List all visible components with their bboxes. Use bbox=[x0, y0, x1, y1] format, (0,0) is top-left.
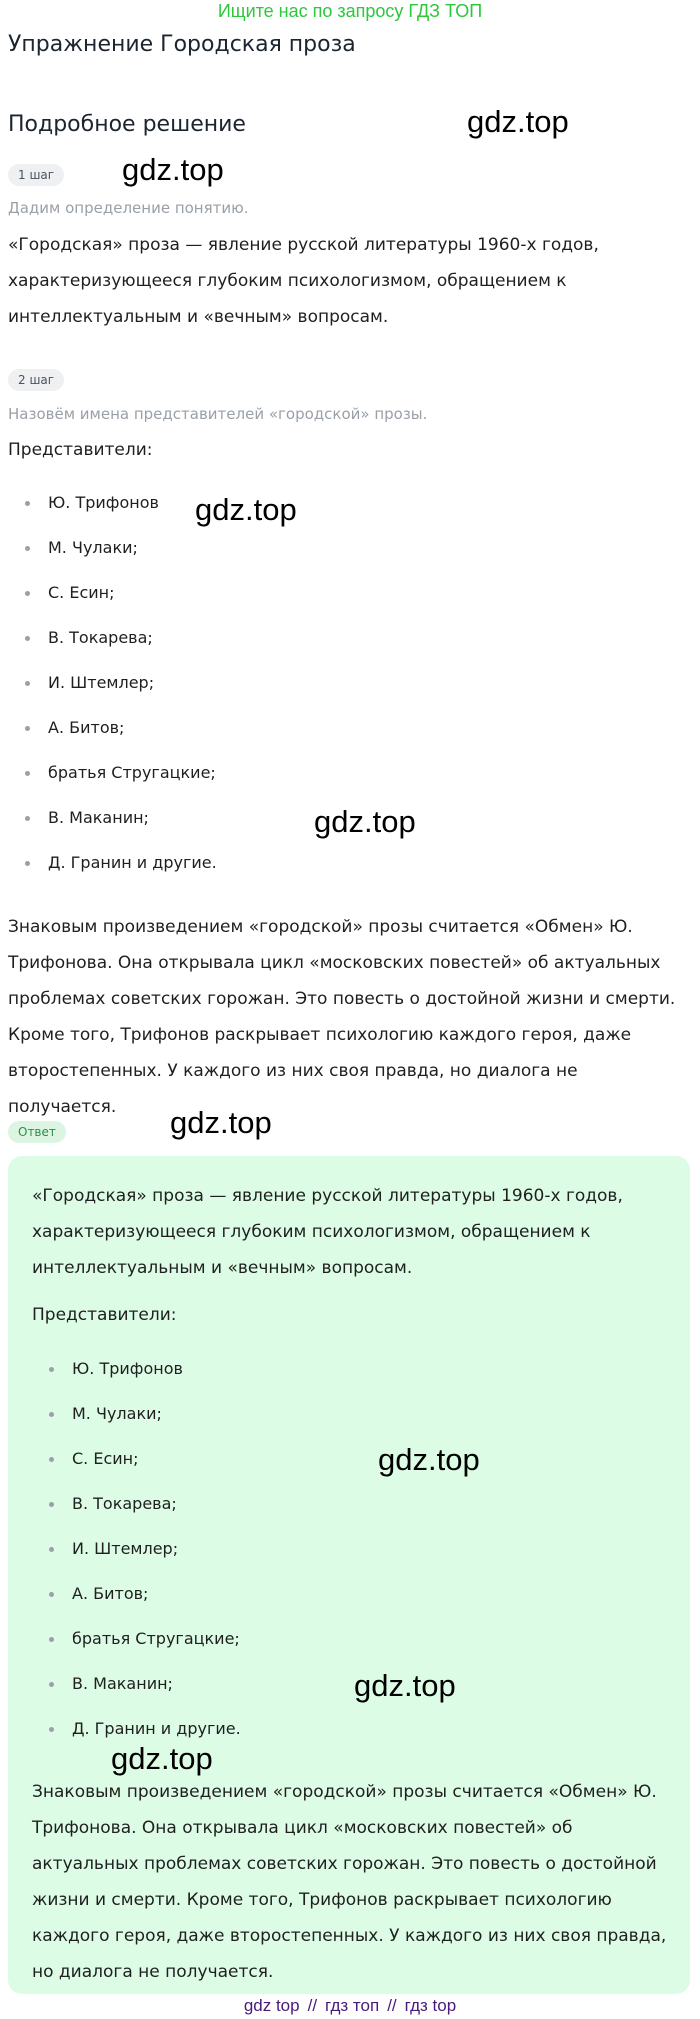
step-1-text: «Городская» проза — явление русской литературы 1960-х годов, характеризующееся глубоким психологизмом, обращением к интеллектуальным и «вечным» вопросам. bbox=[8, 235, 599, 327]
watermark: gdz.top bbox=[314, 804, 416, 839]
step-2-conclusion: Знаковым произведением «городской» прозы считается «Обмен» Ю. Трифонова. Она открывала цикл «московских повестей» об актуальных проблемах советских горожан. Это повесть о достойной жизни и смерти. Кроме того, Трифонов раскрывает психологию каждого героя, даже второстепенных. У каждого из них своя правда, но диалога не получается. bbox=[8, 917, 676, 1117]
step-2-hint: Назовём имена представителей «городской» прозы. bbox=[8, 405, 428, 423]
footer-separator: // bbox=[307, 1996, 318, 2015]
step-1-hint: Дадим определение понятию. bbox=[8, 199, 249, 217]
answer-representatives-list bbox=[24, 1357, 241, 1762]
watermark: gdz.top bbox=[122, 152, 224, 187]
section-title: Подробное решение bbox=[8, 112, 246, 137]
step-2-badge: 2 шаг bbox=[8, 369, 64, 391]
list-item: В. Токарева; bbox=[24, 1492, 241, 1537]
answer-conclusion: Знаковым произведением «городской» прозы считается «Обмен» Ю. Трифонова. Она открывала цикл «московских повестей» об актуальных проблемах советских горожан. Это повесть о достойной жизни и смерти. Кроме того, Трифонов раскрывает психологию каждого героя, даже второстепенных. У каждого из них своя правда, но диалога не получается. bbox=[32, 1782, 667, 1982]
watermark: gdz.top bbox=[111, 1741, 213, 1776]
list-item: А. Битов; bbox=[0, 716, 217, 761]
list-item: В. Маканин; bbox=[24, 1672, 241, 1717]
list-item: М. Чулаки; bbox=[0, 536, 217, 581]
watermark: gdz.top bbox=[170, 1105, 272, 1140]
list-item: Ю. Трифонов bbox=[24, 1357, 241, 1402]
watermark: gdz.top bbox=[378, 1442, 480, 1477]
answer-text: «Городская» проза — явление русской литературы 1960-х годов, характеризующееся глубоким психологизмом, обращением к интеллектуальным и «вечным» вопросам. bbox=[32, 1186, 623, 1278]
answer-badge: Ответ bbox=[8, 1121, 66, 1143]
list-item: С. Есин; bbox=[0, 581, 217, 626]
step-2-label: Представители: bbox=[8, 440, 153, 460]
footer-links bbox=[0, 1994, 700, 2018]
watermark: gdz.top bbox=[467, 104, 569, 139]
list-item: А. Битов; bbox=[24, 1582, 241, 1627]
watermark: gdz.top bbox=[354, 1668, 456, 1703]
list-item: Д. Гранин и другие. bbox=[0, 851, 217, 896]
list-item: В. Токарева; bbox=[0, 626, 217, 671]
step-1-badge: 1 шаг bbox=[8, 164, 64, 186]
list-item: Ю. Трифонов bbox=[0, 491, 217, 536]
answer-label: Представители: bbox=[32, 1305, 177, 1325]
footer-link[interactable]: gdz top bbox=[243, 1996, 300, 2015]
list-item: В. Маканин; bbox=[0, 806, 217, 851]
list-item: И. Штемлер; bbox=[0, 671, 217, 716]
footer-link[interactable]: гдз top bbox=[404, 1996, 457, 2015]
list-item: И. Штемлер; bbox=[24, 1537, 241, 1582]
list-item: братья Стругацкие; bbox=[0, 761, 217, 806]
list-item: С. Есин; bbox=[24, 1447, 241, 1492]
search-banner: Ищите нас по запросу ГДЗ ТОП bbox=[217, 1, 483, 21]
list-item: М. Чулаки; bbox=[24, 1402, 241, 1447]
list-item: Д. Гранин и другие. bbox=[24, 1717, 241, 1762]
footer-link[interactable]: гдз топ bbox=[325, 1996, 380, 2015]
watermark: gdz.top bbox=[195, 492, 297, 527]
page-title: Упражнение Городская проза bbox=[8, 32, 356, 57]
footer-separator: // bbox=[387, 1996, 397, 2015]
representatives-list bbox=[0, 491, 217, 896]
list-item: братья Стругацкие; bbox=[24, 1627, 241, 1672]
